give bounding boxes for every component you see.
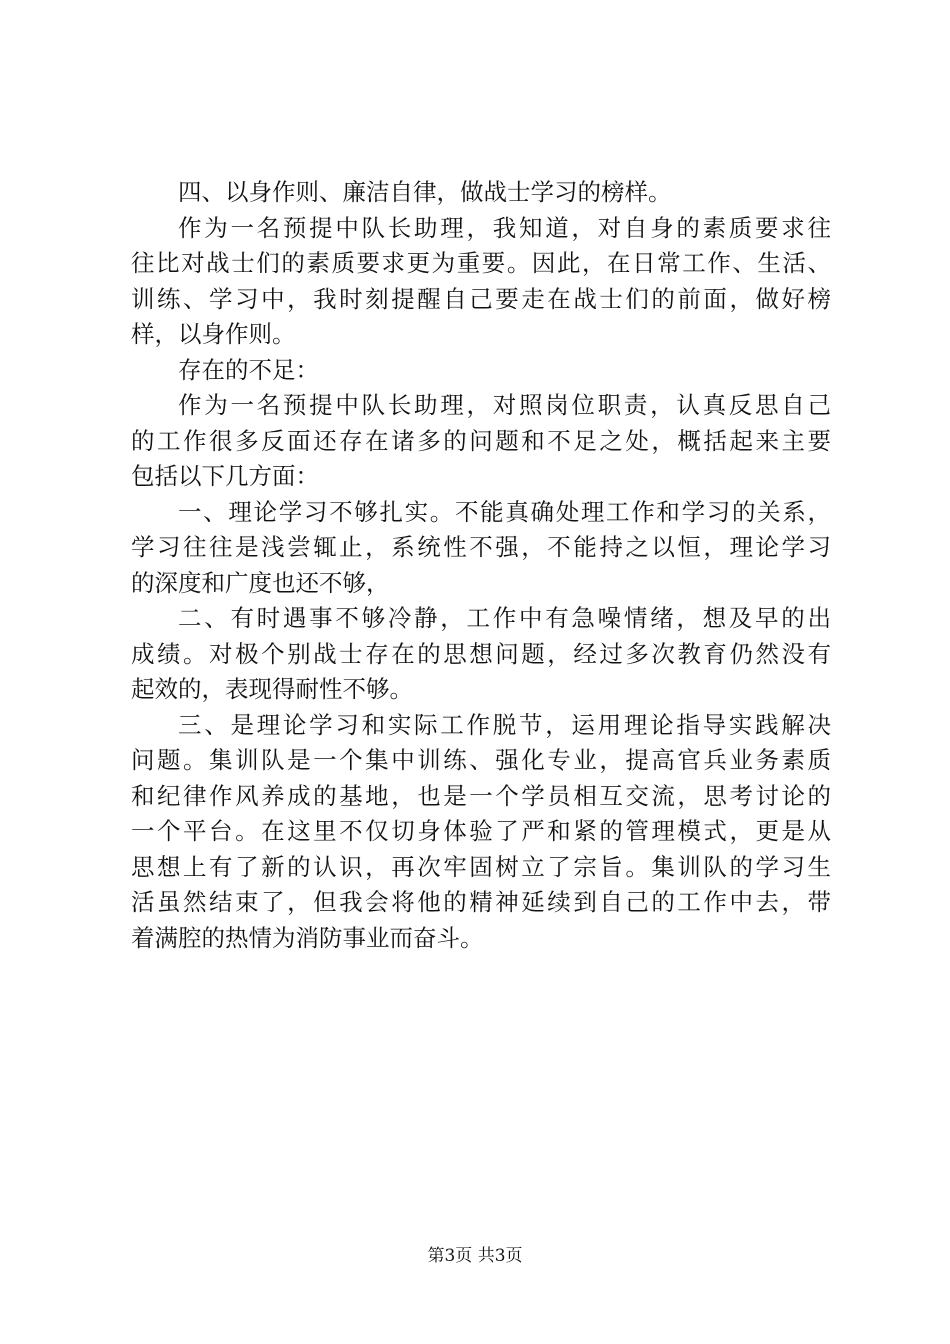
paragraph-line: 样，以身作则。: [131, 320, 296, 348]
section-heading: 存在的不足：: [178, 355, 319, 384]
document-body: [131, 175, 831, 956]
paragraph-line: 的工作很多反面还存在诸多的问题和不足之处，概括起来主要: [131, 426, 831, 455]
paragraph-line: 问题。集训队是一个集中训练、强化专业，提高官兵业务素质: [131, 746, 831, 774]
paragraph-line: 作为一名预提中队长助理，我知道，对自身的素质要求往: [178, 213, 831, 242]
paragraph-line: 二、有时遇事不够冷静，工作中有急噪情绪，想及早的出: [178, 604, 831, 632]
paragraph-line: 活虽然结束了，但我会将他的精神延续到自己的工作中去，带: [131, 888, 831, 916]
paragraph-line: 训练、学习中，我时刻提醒自己要走在战士们的前面，做好榜: [131, 284, 831, 313]
page-number-footer: 第3页 共3页: [427, 1246, 523, 1266]
paragraph-line: 四、以身作则、廉洁自律，做战士学习的榜样。: [178, 178, 672, 206]
paragraph-line: 作为一名预提中队长助理，对照岗位职责，认真反思自己: [178, 391, 831, 419]
paragraph-role-model: [131, 175, 831, 211]
paragraph-shortcomings-heading: [131, 353, 831, 389]
paragraph-self-requirement: [131, 211, 831, 353]
paragraph-line: 和纪律作风养成的基地，也是一个学员相互交流，思考讨论的: [131, 781, 831, 810]
paragraph-reflection: [131, 388, 831, 495]
paragraph-line: 学习往往是浅尝辄止，系统性不强，不能持之以恒，理论学习: [131, 533, 831, 561]
paragraph-line: 一个平台。在这里不仅切身体验了严和紧的管理模式，更是从: [131, 817, 831, 845]
paragraph-line: 的深度和广度也还不够，: [131, 568, 390, 597]
paragraph-line: 起效的，表现得耐性不够。: [131, 675, 413, 703]
paragraph-line: 一、理论学习不够扎实。不能真确处理工作和学习的关系，: [178, 497, 831, 526]
paragraph-shortcoming-one: [131, 495, 831, 602]
paragraph-line: 成绩。对极个别战士存在的思想问题，经过多次教育仍然没有: [131, 639, 831, 668]
paragraph-line: 包括以下几方面：: [131, 462, 319, 490]
paragraph-line: 往比对战士们的素质要求更为重要。因此，在日常工作、生活、: [131, 249, 831, 277]
paragraph-line: 思想上有了新的认识，再次牢固树立了宗旨。集训队的学习生: [131, 852, 831, 881]
paragraph-line: 三、是理论学习和实际工作脱节，运用理论指导实践解决: [178, 710, 831, 739]
paragraph-shortcoming-two: [131, 601, 831, 708]
paragraph-line: 着满腔的热情为消防事业而奋斗。: [131, 923, 484, 952]
paragraph-shortcoming-three: [131, 708, 831, 957]
